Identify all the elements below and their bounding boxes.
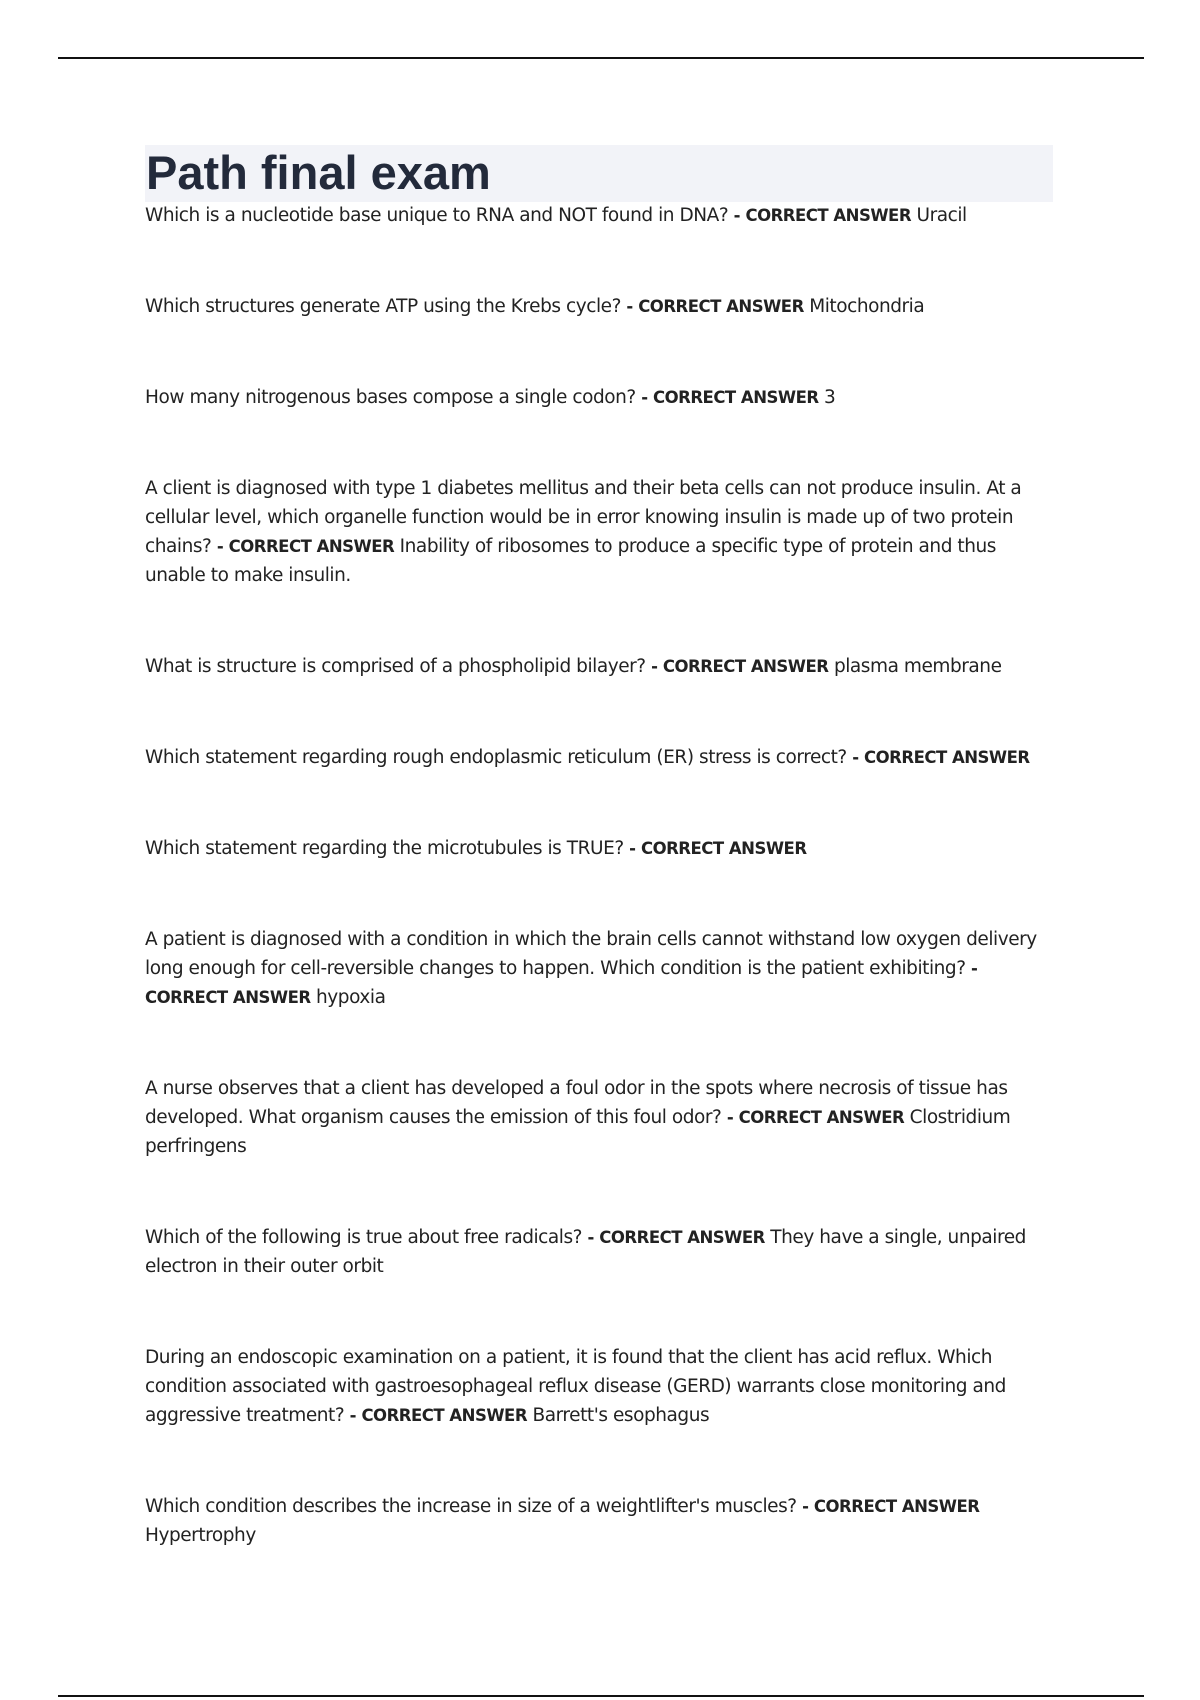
question-text: A client is diagnosed with type 1 diabetes mellitus and their beta cells can not produce insulin. At a cellular level, which organelle function would be in error knowing insulin is made up of two protein chains? — [145, 478, 1022, 557]
answer-label: CORRECT ANSWER — [813, 1497, 980, 1516]
separator: - — [802, 1497, 809, 1516]
answer-label: CORRECT ANSWER — [228, 537, 395, 556]
question-text: During an endoscopic examination on a patient, it is found that the client has acid reflux. Which condition associated with gastroesophageal reflux disease (GERD) warrants close monitoring and aggressive treatment? — [145, 1347, 1006, 1426]
separator: - — [726, 1108, 734, 1127]
separator: - — [216, 537, 224, 556]
separator: - — [629, 839, 636, 858]
qa-item — [145, 1223, 1060, 1281]
answer-text: 3 — [824, 387, 836, 408]
question-text: Which structures generate ATP using the Krebs cycle? — [145, 296, 621, 317]
separator: - — [971, 959, 978, 978]
qa-item — [145, 474, 1060, 590]
answer-label: CORRECT ANSWER — [864, 748, 1030, 767]
question-text: A patient is diagnosed with a condition in which the brain cells cannot withstand low oxygen delivery long enough for cell-reversible changes to happen. Which condition is the patient exhibiting? — [145, 929, 1037, 979]
qa-item — [145, 925, 1060, 1012]
separator: - — [733, 206, 741, 225]
qa-item — [145, 201, 1060, 230]
question-list — [145, 201, 1060, 1612]
answer-text: Clostridium perfringens — [145, 1107, 1011, 1157]
answer-label: CORRECT ANSWER — [361, 1406, 528, 1425]
question-text: Which condition describes the increase in size of a weightlifter's muscles? — [145, 1496, 797, 1517]
page-title: Path final exam — [146, 146, 491, 199]
question-text: A nurse observes that a client has developed a foul odor in the spots where necrosis of tissue has developed. What organism causes the emission of this foul odor? — [145, 1078, 1008, 1128]
answer-text: Hypertrophy — [145, 1525, 256, 1546]
separator: - — [349, 1406, 357, 1425]
answer-label: CORRECT ANSWER — [145, 988, 311, 1007]
answer-text: Mitochondria — [809, 296, 925, 317]
question-text: What is structure is comprised of a phospholipid bilayer? — [145, 656, 646, 677]
qa-item — [145, 1074, 1060, 1161]
question-text: Which statement regarding the microtubules is TRUE? — [145, 838, 624, 859]
answer-text: They have a single, unpaired electron in their outer orbit — [145, 1227, 1026, 1277]
answer-label: CORRECT ANSWER — [662, 657, 829, 676]
separator: - — [587, 1228, 594, 1247]
answer-label: CORRECT ANSWER — [638, 297, 804, 316]
question-text: How many nitrogenous bases compose a single codon? — [145, 387, 636, 408]
question-text: Which of the following is true about free radicals? — [145, 1227, 583, 1248]
qa-item — [145, 743, 1060, 772]
answer-text: Inability of ribosomes to produce a specific type of protein and thus unable to make insulin. — [145, 536, 996, 586]
bottom-rule — [58, 1695, 1144, 1697]
answer-text: Barrett's esophagus — [532, 1405, 710, 1426]
separator: - — [626, 297, 633, 316]
qa-item — [145, 292, 1060, 321]
separator: - — [641, 388, 648, 407]
answer-text: hypoxia — [316, 987, 386, 1008]
answer-label: CORRECT ANSWER — [738, 1108, 905, 1127]
qa-item — [145, 1343, 1060, 1430]
answer-text: plasma membrane — [833, 656, 1002, 677]
qa-item — [145, 1492, 1060, 1550]
separator: - — [852, 748, 859, 767]
qa-item — [145, 834, 1060, 863]
top-rule — [58, 57, 1144, 59]
answer-label: CORRECT ANSWER — [599, 1228, 765, 1247]
question-text: Which is a nucleotide base unique to RNA and NOT found in DNA? — [145, 205, 729, 226]
answer-label: CORRECT ANSWER — [745, 206, 912, 225]
answer-text: Uracil — [916, 205, 967, 226]
answer-label: CORRECT ANSWER — [653, 388, 819, 407]
separator: - — [651, 657, 658, 676]
qa-item — [145, 383, 1060, 412]
question-text: Which statement regarding rough endoplasmic reticulum (ER) stress is correct? — [145, 747, 847, 768]
qa-item — [145, 652, 1060, 681]
answer-label: CORRECT ANSWER — [640, 839, 807, 858]
